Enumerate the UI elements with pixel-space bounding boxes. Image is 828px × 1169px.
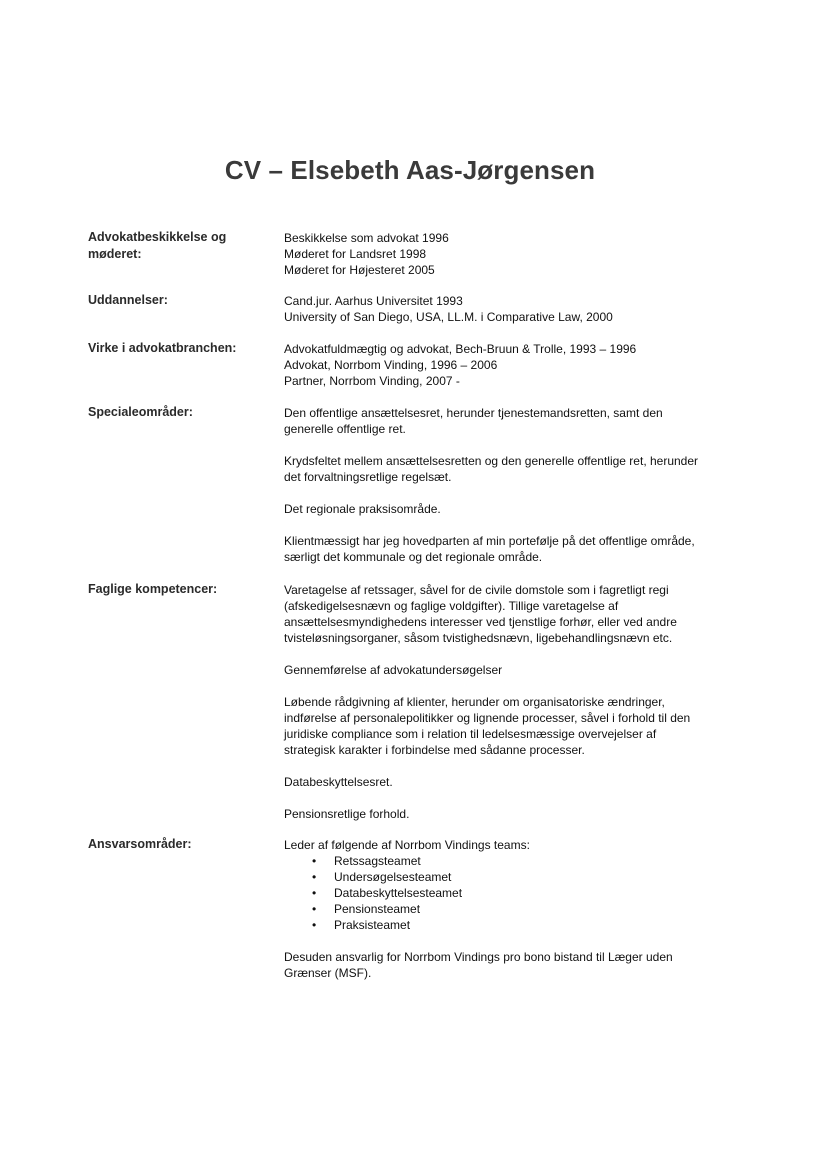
text-line: Varetagelse af retssager, såvel for de civile domstole som i fagretligt regi xyxy=(284,583,669,597)
text-line: Det regionale praksisområde. xyxy=(284,502,441,516)
text-line: særligt det kommunale og det regionale område. xyxy=(284,550,543,564)
page-title: CV – Elsebeth Aas-Jørgensen xyxy=(224,155,596,185)
text-line: Desuden ansvarlig for Norrbom Vindings pro bono bistand til Læger uden xyxy=(284,950,673,964)
text-line: Leder af følgende af Norrbom Vindings teams: xyxy=(284,838,530,852)
paragraph xyxy=(284,453,734,485)
paragraph xyxy=(284,501,734,517)
text-line: ansættelsesmyndighedens interesser ved tjenstlige forhør, eller ved andre xyxy=(284,615,677,629)
text-line: Databeskyttelsesret. xyxy=(284,775,393,789)
text-line: Grænser (MSF). xyxy=(284,966,372,980)
list-item xyxy=(284,885,734,901)
paragraph xyxy=(284,405,734,437)
bullet-icon: • xyxy=(312,886,317,900)
team-name: Pensionsteamet xyxy=(334,902,421,916)
list-item xyxy=(284,917,734,933)
team-name: Undersøgelsesteamet xyxy=(334,870,452,884)
section-content xyxy=(284,837,734,981)
text-line: Krydsfeltet mellem ansættelsesretten og den generelle offentlige ret, herunder xyxy=(284,454,699,468)
paragraph xyxy=(284,806,734,822)
team-name: Retssagsteamet xyxy=(334,854,421,868)
paragraph xyxy=(284,694,734,758)
paragraph xyxy=(284,949,734,981)
bullet-icon: • xyxy=(312,918,317,932)
section-label: Faglige kompetencer: xyxy=(88,582,218,596)
text-line: strategisk karakter i forbindelse med sådanne processer. xyxy=(284,743,585,757)
list-item xyxy=(284,853,734,869)
text-line: juridiske compliance som i relation til ledelsesmæssige overvejelser af xyxy=(284,727,657,741)
section-content xyxy=(284,341,734,389)
section-label: Specialeområder: xyxy=(88,405,193,419)
text-line: det forvaltningsretlige regelsæt. xyxy=(284,470,452,484)
text-line: Partner, Norrbom Vinding, 2007 - xyxy=(284,374,460,388)
list-item xyxy=(284,869,734,885)
text-line: Klientmæssigt har jeg hovedparten af min portefølje på det offentlige område, xyxy=(284,534,695,548)
text-line: Møderet for Højesteret 2005 xyxy=(284,263,435,277)
text-line: Møderet for Landsret 1998 xyxy=(284,247,427,261)
label-line: Advokatbeskikkelse og xyxy=(88,230,227,244)
text-line: generelle offentlige ret. xyxy=(284,422,406,436)
team-name: Databeskyttelsesteamet xyxy=(334,886,463,900)
section-content xyxy=(284,405,734,565)
paragraph xyxy=(284,582,734,646)
section-label: Ansvarsområder: xyxy=(88,837,192,851)
text-line: Pensionsretlige forhold. xyxy=(284,807,410,821)
teams-list xyxy=(284,853,734,933)
text-line: tvisteløsningsorganer, såsom tvistighedsnævn, ligebehandlingsnævn etc. xyxy=(284,631,673,645)
bullet-icon: • xyxy=(312,854,317,868)
list-item xyxy=(284,901,734,917)
text-line: Advokatfuldmægtig og advokat, Bech-Bruun & Trolle, 1993 – 1996 xyxy=(284,342,637,356)
section-content xyxy=(284,293,734,325)
paragraph xyxy=(284,774,734,790)
text-line: indførelse af personalepolitikker og lignende processer, såvel i forhold til den xyxy=(284,711,691,725)
text-line: Beskikkelse som advokat 1996 xyxy=(284,231,449,245)
text-line: (afskedigelsesnævn og faglige voldgifter). Tillige varetagelse af xyxy=(284,599,619,613)
paragraph xyxy=(284,662,734,678)
paragraph xyxy=(284,533,734,565)
section-content xyxy=(284,582,734,822)
section-content xyxy=(284,230,734,278)
section-label: Uddannelser: xyxy=(88,293,168,307)
team-name: Praksisteamet xyxy=(334,918,411,932)
text-line: Den offentlige ansættelsesret, herunder tjenestemandsretten, samt den xyxy=(284,406,663,420)
bullet-icon: • xyxy=(312,902,317,916)
text-line: Gennemførelse af advokatundersøgelser xyxy=(284,663,503,677)
section-label: Virke i advokatbranchen: xyxy=(88,341,237,355)
text-line: University of San Diego, USA, LL.M. i Comparative Law, 2000 xyxy=(284,310,613,324)
bullet-icon: • xyxy=(312,870,317,884)
text-line: Cand.jur. Aarhus Universitet 1993 xyxy=(284,294,463,308)
label-line: møderet: xyxy=(88,247,142,261)
text-line: Løbende rådgivning af klienter, herunder om organisatoriske ændringer, xyxy=(284,695,665,709)
text-line: Advokat, Norrbom Vinding, 1996 – 2006 xyxy=(284,358,498,372)
section-label xyxy=(88,229,268,263)
